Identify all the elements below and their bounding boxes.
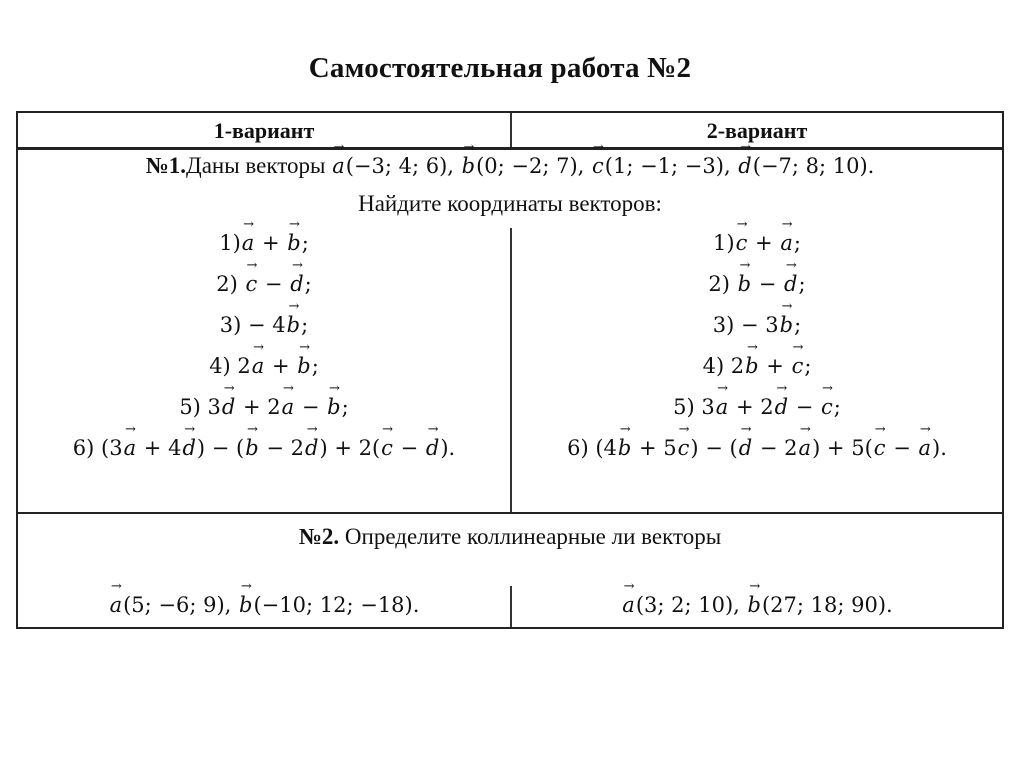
- task2-variant1: → a(5; −6; 9), → b(−10; 12; −18).: [18, 593, 510, 617]
- vector-b: → b: [461, 154, 476, 178]
- vector-a: → a: [241, 231, 256, 255]
- row-divider: [18, 512, 1002, 514]
- vector-b: → b: [286, 313, 301, 337]
- task1-text: Даны векторы: [186, 153, 326, 178]
- vector-c: → c: [820, 395, 834, 419]
- vector-a: → a: [123, 436, 138, 460]
- task2-number: №2.: [298, 524, 340, 549]
- vector-b: → b: [296, 354, 311, 378]
- vector-b: → b: [238, 593, 253, 617]
- vector-a: → a: [715, 395, 730, 419]
- exercise-item: 6) (3→ a + 4→ d) − (→ b − 2→ d) + 2(→ c − → d).: [18, 436, 510, 460]
- vector-c: → c: [677, 436, 691, 460]
- exercise-item: 1)→ c + → a;: [512, 231, 1002, 255]
- task2-text: Определите коллинеарные ли векторы: [344, 524, 722, 549]
- vector-a: → a: [251, 354, 266, 378]
- header-divider: [18, 147, 1002, 150]
- vector-a: → a: [798, 436, 813, 460]
- vector-d: → d: [738, 436, 753, 460]
- vector-c: → c: [591, 154, 605, 178]
- exercise-item: 4) 2→ b + → c;: [512, 354, 1002, 378]
- vector-d: → d: [181, 436, 196, 460]
- exercise-item: 3) − 4→ b;: [18, 313, 510, 337]
- vector-c: → c: [244, 272, 258, 296]
- vector-a: → a: [281, 395, 296, 419]
- vector-b: → b: [747, 593, 762, 617]
- vector-a: → a: [779, 231, 794, 255]
- column-divider: [510, 113, 512, 148]
- exercise-item: 2) → b − → d;: [512, 272, 1002, 296]
- vector-d: → d: [425, 436, 440, 460]
- exercise-item: 6) (4→ b + 5→ c) − (→ d − 2→ a) + 5(→ c − → a).: [512, 436, 1002, 460]
- vector-b: → b: [286, 231, 301, 255]
- exercise-item: 5) 3→ d + 2→ a − → b;: [18, 395, 510, 419]
- vector-d: → d: [737, 154, 752, 178]
- vector-b: → b: [737, 272, 752, 296]
- vector-a: → a: [621, 593, 636, 617]
- assignment-table: [16, 111, 1004, 629]
- task1-instruction: Найдите координаты векторов:: [358, 191, 662, 216]
- vector-b: → b: [779, 313, 794, 337]
- exercise-item: 5) 3→ a + 2→ d − → c;: [512, 395, 1002, 419]
- vector-b: → b: [244, 436, 259, 460]
- vector-c: → c: [873, 436, 887, 460]
- vector-b: → b: [617, 436, 632, 460]
- vector-d: → d: [774, 395, 789, 419]
- vector-c: → c: [735, 231, 749, 255]
- vector-d: → d: [289, 272, 304, 296]
- task2-variant2: → a(3; 2; 10), → b(27; 18; 90).: [512, 593, 1002, 617]
- header-variant-2: 2-вариант: [706, 118, 808, 143]
- vector-c: → c: [791, 354, 805, 378]
- vector-c: → c: [380, 436, 394, 460]
- exercise-item: 1)→ a + → b;: [18, 231, 510, 255]
- header-variant-1: 1-вариант: [213, 118, 315, 143]
- task1-vectors: → a(−3; 4; 6), → b(0; −2; 7), → c(1; −1; −3), → d(−7; 8; 10).: [331, 154, 874, 178]
- vector-d: → d: [783, 272, 798, 296]
- vector-a: → a: [109, 593, 124, 617]
- task2-statement: [18, 524, 1002, 550]
- vector-a: → a: [331, 154, 346, 178]
- exercise-item: 3) − 3→ b;: [512, 313, 1002, 337]
- exercise-item: 2) → c − → d;: [18, 272, 510, 296]
- vector-d: → d: [304, 436, 319, 460]
- vector-b: → b: [744, 354, 759, 378]
- task1-number: №1.: [145, 153, 187, 178]
- exercise-item: 4) 2→ a + → b;: [18, 354, 510, 378]
- vector-a: → a: [917, 436, 932, 460]
- task1-statement: [18, 153, 1002, 179]
- vector-b: → b: [326, 395, 341, 419]
- page-title: Самостоятельная работа №2: [308, 52, 692, 84]
- vector-d: → d: [221, 395, 236, 419]
